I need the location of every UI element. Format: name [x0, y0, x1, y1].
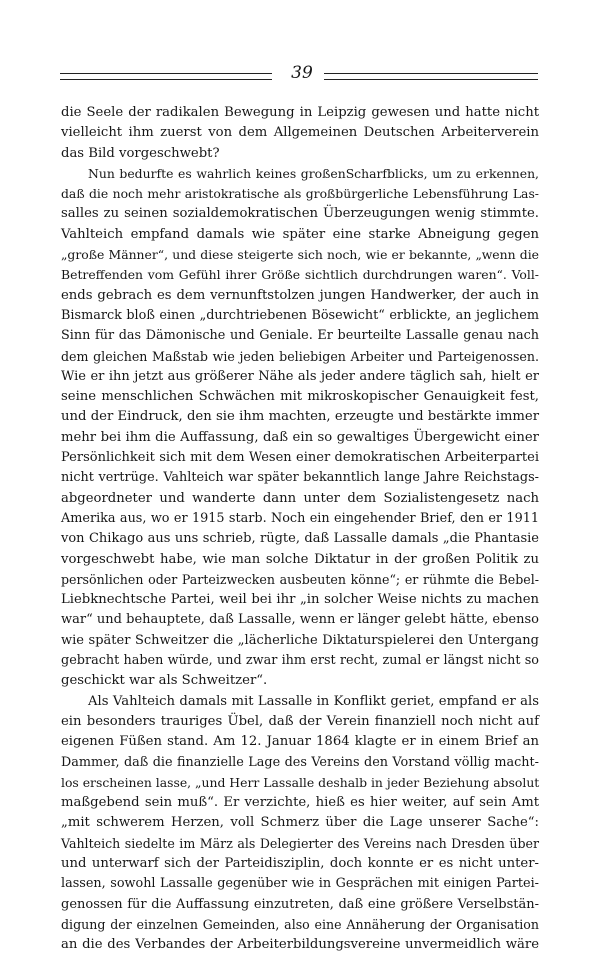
text-line: Dammer, daß die finanzielle Lage des Vereins den Vorstand völlig macht- [61, 754, 539, 770]
text-line: „große Männer“, und diese steigerte sich noch, wie er bekannte, „wenn die [61, 247, 539, 263]
text-line: Wie er ihn jetzt aus größerer Nähe als jeder andere täglich sah, hielt er [61, 368, 539, 384]
text-line: genossen für die Auffassung einzutreten, daß eine größere Verselbstän- [61, 896, 539, 912]
text-line: von Chikago aus uns schrieb, rügte, daß Lassalle damals „die Phantasie [61, 531, 539, 547]
text-line: Sinn für das Dämonische und Geniale. Er beurteilte Lassalle genau nach [61, 328, 539, 344]
header-rule-right [324, 73, 538, 80]
text-line: vorgeschwebt habe, wie man solche Diktatur in der großen Politik zu [61, 551, 539, 567]
text-line: Vahlteich empfand damals wie später eine starke Abneigung gegen [61, 226, 539, 242]
text-line: eigenen Füßen stand. Am 12. Januar 1864 klagte er in einem Brief an [61, 734, 539, 750]
text-line: ends gebrach es dem vernunftstolzen jungen Handwerker, der auch in [61, 287, 539, 303]
text-line: salles zu seinen sozialdemokratischen Überzeugungen wenig stimmte. [61, 206, 539, 222]
text-line: digung der einzelnen Gemeinden, also eine Annäherung der Organisation [61, 916, 539, 932]
text-line: geschickt war als Schweitzer“. [61, 673, 268, 689]
text-line: und der Eindruck, den sie ihm machten, erzeugte und bestärkte immer [61, 409, 539, 425]
text-line: seine menschlichen Schwächen mit mikroskopischer Genauigkeit fest, [61, 389, 539, 405]
text-line: dem gleichen Maßstab wie jeden beliebigen Arbeiter und Parteigenossen. [61, 348, 539, 364]
text-line: daß die noch mehr aristokratische als großbürgerliche Lebensführung Las- [61, 186, 539, 202]
text-line: ein besonders trauriges Übel, daß der Verein finanziell noch nicht auf [61, 713, 539, 729]
text-line: Betreffenden vom Gefühl ihrer Größe sichtlich durchdrungen waren“. Voll- [61, 267, 539, 283]
text-line: lassen, sowohl Lassalle gegenüber wie in Gesprächen mit einigen Partei- [61, 876, 539, 892]
text-line: vielleicht ihm zuerst von dem Allgemeinen Deutschen Arbeiterverein [61, 125, 539, 141]
text-line: Nun bedurfte es wahrlich keines großenScharfblicks, um zu erkennen, [88, 165, 539, 181]
text-line: Bismarck bloß einen „durchtriebenen Bösewicht“ erblickte, an jeglichem [61, 307, 539, 323]
text-line: Amerika aus, wo er 1915 starb. Noch ein eingehender Brief, den er 1911 [61, 510, 539, 526]
body-text [61, 103, 539, 955]
text-line: maßgebend sein muß“. Er verzichte, hieß es hier weiter, auf sein Amt [61, 795, 539, 811]
text-line: persönlichen oder Parteizwecken ausbeuten könne“; er rühmte die Bebel- [61, 571, 539, 587]
text-line: mehr bei ihm die Auffassung, daß ein so gewaltiges Übergewicht einer [61, 429, 539, 445]
text-line: das Bild vorgeschwebt? [61, 145, 220, 161]
text-line: los erscheinen lasse, „und Herr Lassalle deshalb in jeder Beziehung absolut [61, 774, 540, 790]
text-line: Liebknechtsche Partei, weil bei ihr „in solcher Weise nichts zu machen [61, 592, 539, 608]
text-line: nicht vertrüge. Vahlteich war später bekanntlich lange Jahre Reichstags- [61, 470, 539, 486]
text-line: Vahlteich siedelte im März als Delegierter des Vereins nach Dresden über [61, 835, 539, 851]
text-line: war“ und behauptete, daß Lassalle, wenn er länger gelebt hätte, ebenso [61, 612, 539, 628]
text-line: gebracht haben würde, und zwar ihm erst recht, zumal er längst nicht so [61, 653, 539, 669]
page-header [60, 63, 538, 88]
text-line: abgeordneter und wanderte dann unter dem Sozialistengesetz nach [61, 490, 539, 506]
header-rule-left [60, 73, 272, 80]
text-line: Als Vahlteich damals mit Lassalle in Konflikt geriet, empfand er als [88, 693, 539, 709]
text-line: Persönlichkeit sich mit dem Wesen einer demokratischen Arbeiterpartei [61, 450, 539, 466]
text-line: „mit schwerem Herzen, voll Schmerz über die Lage unserer Sache“: [61, 815, 539, 831]
text-line: an die des Verbandes der Arbeiterbildungsvereine unvermeidlich wäre [61, 937, 539, 953]
text-line: und unterwarf sich der Parteidisziplin, doch konnte er es nicht unter- [61, 855, 539, 871]
page-number: 39 [291, 63, 313, 83]
text-line: die Seele der radikalen Bewegung in Leipzig gewesen und hatte nicht [61, 105, 539, 120]
text-line: wie später Schweitzer die „lächerliche Diktaturspielerei den Untergang [61, 632, 539, 648]
